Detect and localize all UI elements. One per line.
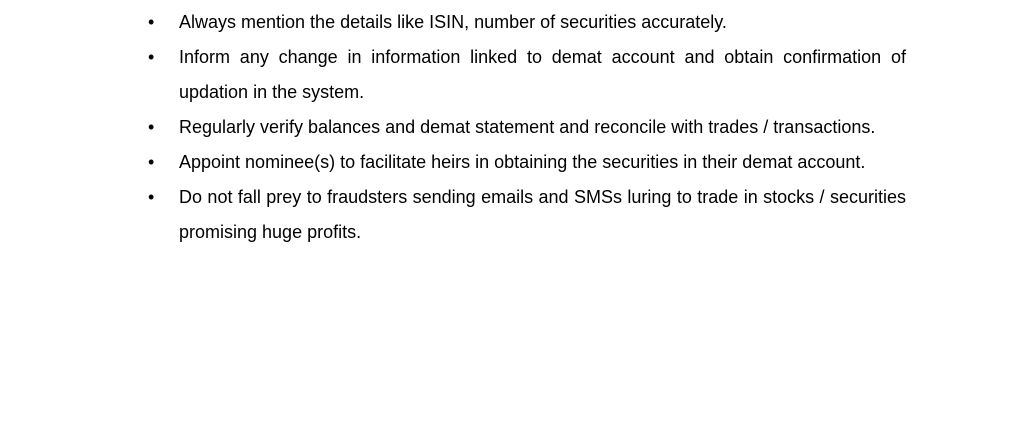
list-item: [146, 110, 906, 145]
list-item-text: Inform any change in information linked to demat account and obtain confirmation of updation in the system.: [179, 47, 906, 102]
list-item-text: Do not fall prey to fraudsters sending emails and SMSs luring to trade in stocks / securities promising huge profits.: [179, 187, 906, 242]
list-item: [146, 40, 906, 110]
bullet-icon: •: [148, 152, 155, 172]
list-item-text: Always mention the details like ISIN, number of securities accurately.: [179, 12, 727, 32]
list-item: [146, 5, 906, 40]
bullet-list: [146, 5, 906, 250]
list-item: [146, 180, 906, 250]
bullet-icon: •: [148, 117, 155, 137]
bullet-icon: •: [148, 47, 155, 67]
bullet-icon: •: [148, 12, 155, 32]
list-item: [146, 145, 906, 180]
list-item-text: Appoint nominee(s) to facilitate heirs in obtaining the securities in their demat account.: [179, 152, 866, 172]
bullet-icon: •: [148, 187, 155, 207]
list-item-text: Regularly verify balances and demat statement and reconcile with trades / transactions.: [179, 117, 876, 137]
